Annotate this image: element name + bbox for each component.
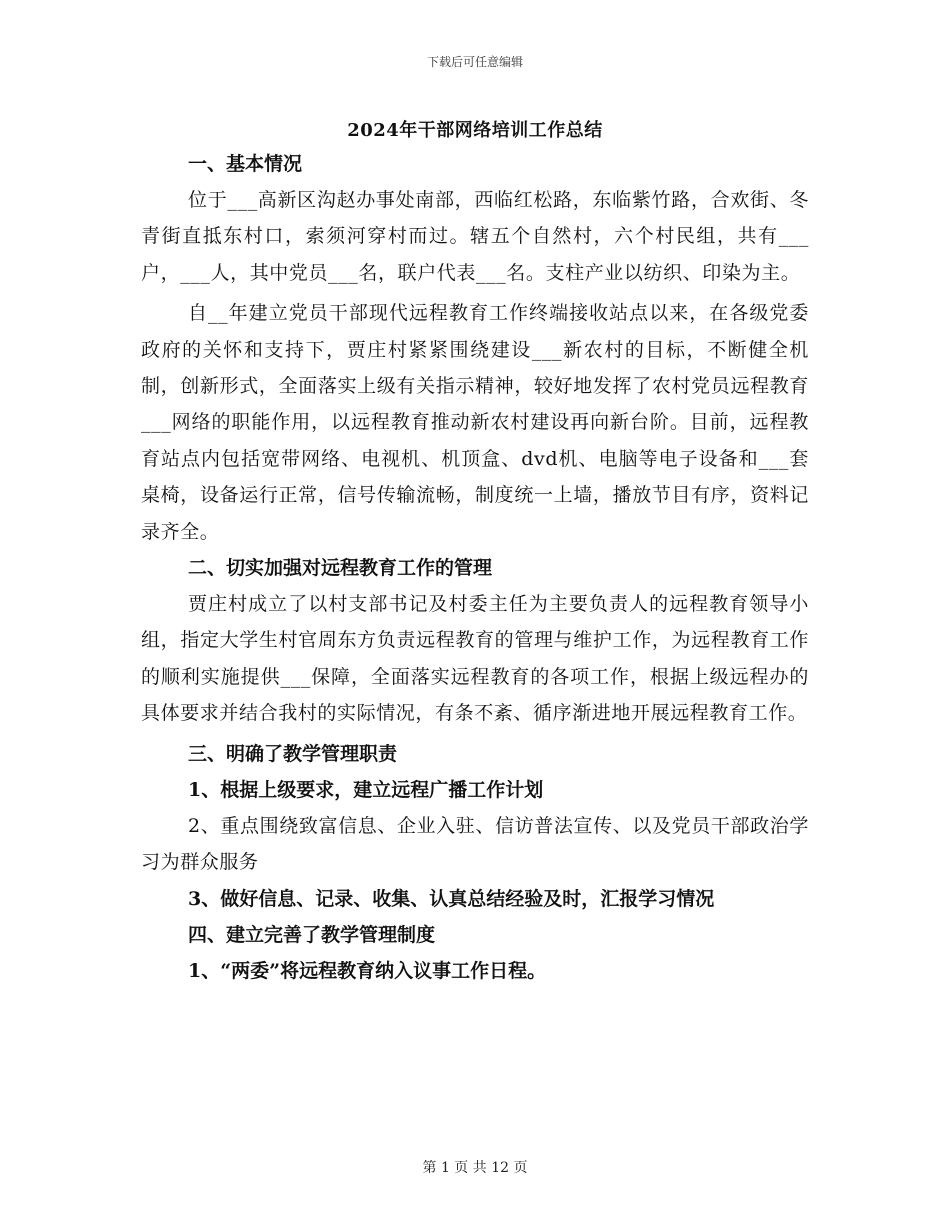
- document-body: [141, 146, 809, 989]
- list-item-agenda: 1、“两委”将远程教育纳入议事工作日程。: [188, 959, 547, 982]
- document-title: 2024年干部网络培训工作总结: [347, 120, 603, 141]
- list-item-plan: 1、根据上级要求，建立远程广播工作计划: [188, 778, 544, 801]
- list-item-record: 3、做好信息、记录、收集、认真总结经验及时，汇报学习情况: [188, 887, 715, 910]
- section-heading-4: 四、建立完善了教学管理制度: [188, 923, 436, 946]
- page-footer-number: 第 1 页 共 12 页: [422, 1160, 528, 1176]
- paragraph-basic-info-station: 自__年建立党员干部现代远程教育工作终端接收站点以来，在各级党委政府的关怀和支持下，贾庄村紧紧围绕建设___新农村的目标，不断健全机制，创新形式，全面落实上级有关指示精神，较好地发挥了农村党员远程教育___网络的职能作用，以远程教育推动新农村建设再向新台阶。目前，远程教育站点内包括宽带网络、电视机、机顶盒、dvd机、电脑等电子设备和___套桌椅，设备运行正常，信号传输流畅，制度统一上墙，播放节目有序，资料记录齐全。: [141, 302, 809, 543]
- section-heading-1: 一、基本情况: [188, 153, 303, 175]
- paragraph-management: 贾庄村成立了以村支部书记及村委主任为主要负责人的远程教育领导小组，指定大学生村官周东方负责远程教育的管理与维护工作，为远程教育工作的顺利实施提供___保障，全面落实远程教育的各项工作，根据上级远程办的具体要求并结合我村的实际情况，有条不紊、循序渐进地开展远程教育工作。: [141, 593, 809, 725]
- list-item-service: 2、重点围绕致富信息、企业入驻、信访普法宣传、以及党员干部政治学习为群众服务: [141, 814, 809, 874]
- page-header-note: 下载后可任意编辑: [426, 55, 523, 69]
- paragraph-basic-info-location: 位于___高新区沟赵办事处南部，西临红松路，东临紫竹路，合欢街、冬青街直抵东村口，索须河穿村而过。辖五个自然村，六个村民组，共有___户，___人，其中党员___名，联户代表___名。支柱产业以纺织、印染为主。: [141, 189, 809, 284]
- section-heading-2: 二、切实加强对远程教育工作的管理: [188, 557, 493, 580]
- section-heading-3: 三、明确了教学管理职责: [188, 742, 398, 765]
